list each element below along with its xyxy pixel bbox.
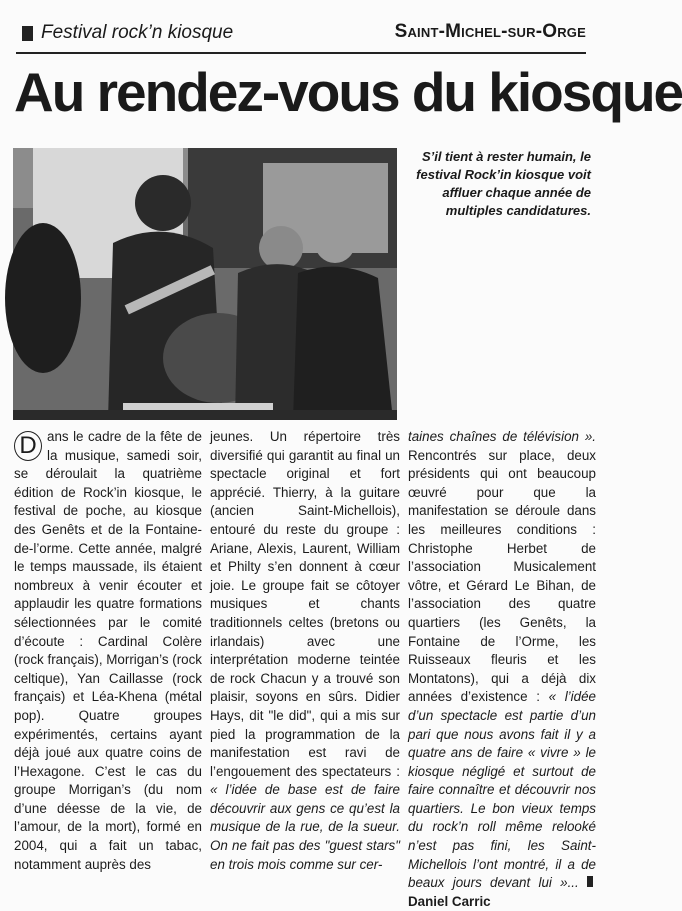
kicker-square-icon	[22, 26, 33, 41]
column-3-quote-end: taines chaînes de télévision ».	[408, 429, 596, 444]
header-rule	[16, 52, 586, 54]
article-column-1	[14, 428, 202, 874]
article-column-3	[408, 428, 596, 911]
column-3-quote: « l’idée d’un spectacle est partie d’un pari que nous avons fait il y a quatre ans de faire « vivre » le kiosque négligé et surtout de faire connaître et découvrir nos quartiers. Le bon vieux temps du rock’n roll même relooké n’est pas fini, les Saint-Michellois l’ont montré, il a de beaux jours devant lui »...	[408, 689, 596, 891]
byline-square-icon	[587, 876, 593, 887]
kicker-text: Festival rock’n kiosque	[41, 22, 234, 43]
headline: Au rendez-vous du kiosque	[14, 61, 682, 123]
column-1-text: ans le cadre de la fête de la musique, samedi soir, se déroulait la quatrième édition de Rock’in kiosque, le festival de poche, au kiosque des Genêts et de la Fontaine-de-l’orme. Cette année, malgré le temps maussade, ils étaient nombreux à venir écouter et applaudir les quatre formations sélectionnées par le comité d’écoute : Cardinal Colère (rock français), Morrigan’s (rock celtique), Yan Caillasse (rock français) et Léa-Khena (métal pop). Quatre groupes expérimentés, certains ayant déjà joué aux quatre coins de l’Hexagone. C’est le cas du groupe Morrigan’s (du nom d’une déesse de la vie, de l’amour, de la mort), formé en 2004, qui a fait un tabac, notamment auprès des	[14, 429, 203, 872]
location-label: Saint-Michel-sur-Orge	[394, 21, 586, 42]
concert-photo	[13, 148, 397, 420]
byline-author: Daniel Carric	[408, 893, 491, 909]
photo-caption: S’il tient à rester humain, le festival Rock’in kiosque voit affluer chaque année de multiples candidatures.	[416, 149, 591, 218]
column-3-text: Rencontrés sur place, deux présidents qui ont beaucoup œuvré pour que la manifestation se déroule dans les meilleures conditions : Christophe Herbet de l’association Musicalement vôtre, et Gérard Le Bihan, de l’association des quatre quartiers (les Genêts, la Fontaine de l’Orme, les Ruisseaux fleuris et les Montatons), qui a déjà dix années d’existence :	[408, 447, 596, 705]
column-2-quote: « l’idée de base est de faire découvrir aux gens ce qu’est la musique de la rue, de la sueur. On ne fait pas des "guest stars" en trois mois comme sur cer-	[210, 782, 400, 872]
section-kicker	[22, 22, 233, 44]
article-column-2	[210, 428, 400, 874]
drop-cap: D	[14, 431, 42, 461]
column-2-text: jeunes. Un répertoire très diversifié qui garantit au final un spectacle original et fort apprécié. Thierry, à la guitare (ancien Saint-Michellois), entouré du reste du groupe : Ariane, Alexis, Laurent, William et Philty s’en donnent à cœur joie. Le groupe fait se côtoyer musiques et chants traditionnels celtes (bretons ou irlandais) avec une interprétation moderne teintée de rock Chacun y a trouvé son plaisir, soyons en sûrs. Didier Hays, dit "le did", qui a mis sur pied la programmation de la manifestation est ravi de l’engouement des spectateurs :	[210, 429, 400, 779]
